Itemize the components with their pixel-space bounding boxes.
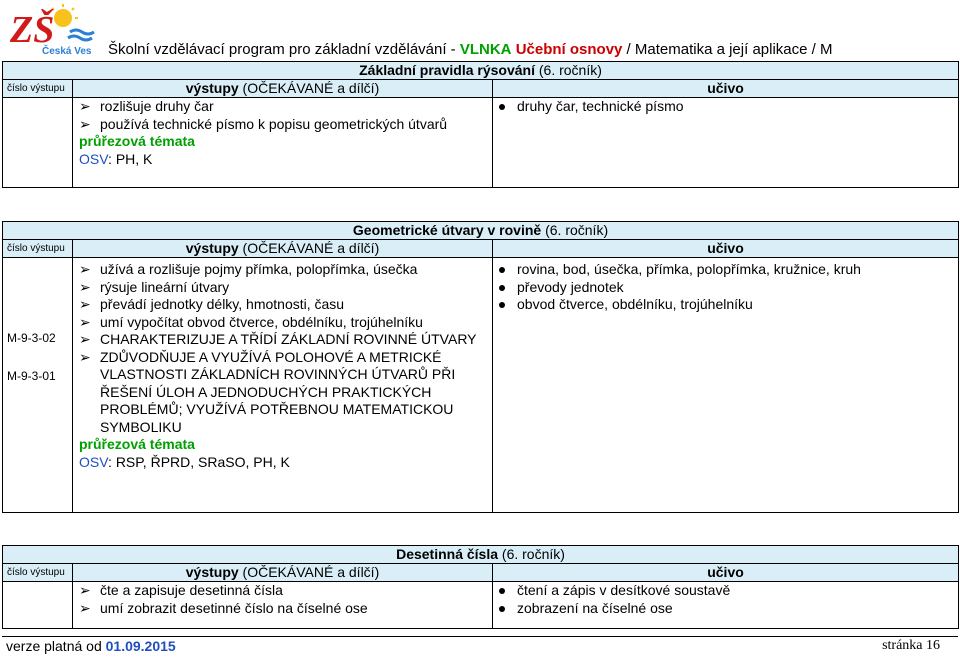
output-item: ➢ čte a zapisuje desetinná čísla [79,582,283,598]
output-item: ➢ CHARAKTERIZUJE A TŘÍDÍ ZÁKLADNÍ ROVINNÉ ÚTVARY [79,331,477,347]
logo-town: Česká Ves [42,46,92,57]
outputs-column-header: výstupy (OČEKÁVANÉ a dílčí) [73,564,493,582]
section-table [2,221,959,513]
ucivo-cell [493,98,959,188]
ucivo-column-header: učivo [493,240,959,258]
arrow-bullet-icon: ➢ [79,599,91,616]
document-header: Školní vzdělávací program pro základní vzdělávání - VLNKA Učební osnovy / Matematika a její aplikace / M [108,41,833,58]
outputs-cell [73,98,493,188]
output-code: M-9-3-01 [7,369,56,383]
arrow-bullet-icon: ➢ [79,261,91,277]
section-table [2,61,959,188]
ucivo-item: převody jednotek [493,279,958,297]
output-item: ➢ používá technické písmo k popisu geometrických útvarů [79,115,448,132]
logo-letters: ZŠ [10,9,55,51]
footer-divider [2,636,958,637]
arrow-bullet-icon: ➢ [79,98,91,114]
section-title: Geometrické útvary v rovině (6. ročník) [3,222,959,240]
school-logo [8,2,100,58]
arrow-bullet-icon: ➢ [79,331,91,347]
arrow-bullet-icon: ➢ [79,278,91,295]
ucivo-item: rovina, bod, úsečka, přímka, polopřímka, kružnice, kruh [493,261,958,279]
ucivo-cell [493,582,959,629]
osv-line: OSV: RSP, ŘPRD, SRaSO, PH, K [79,453,290,470]
output-item: ➢ umí vypočítat obvod čtverce, obdélníku, trojúhelníku [79,313,423,330]
cross-topics-label: průřezová témata [79,436,195,452]
ucivo-column-header: učivo [493,564,959,582]
codes-cell [3,98,73,188]
output-item: ➢ užívá a rozlišuje pojmy přímka, polopřímka, úsečka [79,261,418,277]
ucivo-item: obvod čtverce, obdélníku, trojúhelníku [493,296,958,314]
code-column-header: číslo výstupu [3,564,73,582]
ucivo-item: zobrazení na číselné ose [493,600,958,618]
osv-line: OSV: PH, K [79,150,153,167]
output-item: ➢ převádí jednotky délky, hmotnosti, času [79,296,345,312]
code-column-header: číslo výstupu [3,80,73,98]
section-table [2,545,959,629]
arrow-bullet-icon: ➢ [79,313,91,330]
ucivo-item: druhy čar, technické písmo [493,98,958,116]
outputs-cell [73,582,493,629]
outputs-column-header: výstupy (OČEKÁVANÉ a dílčí) [73,240,493,258]
output-item: ➢ rozlišuje druhy čar [79,98,214,114]
section-title: Základní pravidla rýsování (6. ročník) [3,62,959,80]
output-item: ➢ ZDŮVODŇUJE A VYUŽÍVÁ POLOHOVÉ A METRICKÉ VLASTNOSTI ZÁKLADNÍCH ROVINNÝCH ÚTVARŮ PŘI ŘEŠENÍ ÚLOH A JEDNODUCHÝCH PRAKTICKÝCH PROBLÉMŮ; VYUŽÍVÁ POTŘEBNOU MATEMATICKOU SYMBOLIKU [79,348,456,435]
output-code: M-9-3-02 [7,331,56,345]
outputs-cell [73,258,493,513]
ucivo-item: čtení a zápis v desítkové soustavě [493,582,958,600]
ucivo-cell [493,258,959,513]
version-footer: verze platná od 01.09.2015 [6,638,176,654]
codes-cell [3,582,73,629]
ucivo-column-header: učivo [493,80,959,98]
output-item: ➢ rýsuje lineární útvary [79,278,230,295]
codes-cell [3,258,73,513]
page-number: stránka 16 [882,638,940,653]
section-title: Desetinná čísla (6. ročník) [3,546,959,564]
arrow-bullet-icon: ➢ [79,296,91,312]
output-item: ➢ umí zobrazit desetinné číslo na číselné ose [79,599,368,616]
arrow-bullet-icon: ➢ [79,348,91,365]
code-column-header: číslo výstupu [3,240,73,258]
outputs-column-header: výstupy (OČEKÁVANÉ a dílčí) [73,80,493,98]
arrow-bullet-icon: ➢ [79,115,91,132]
arrow-bullet-icon: ➢ [79,582,91,598]
cross-topics-label: průřezová témata [79,133,195,149]
